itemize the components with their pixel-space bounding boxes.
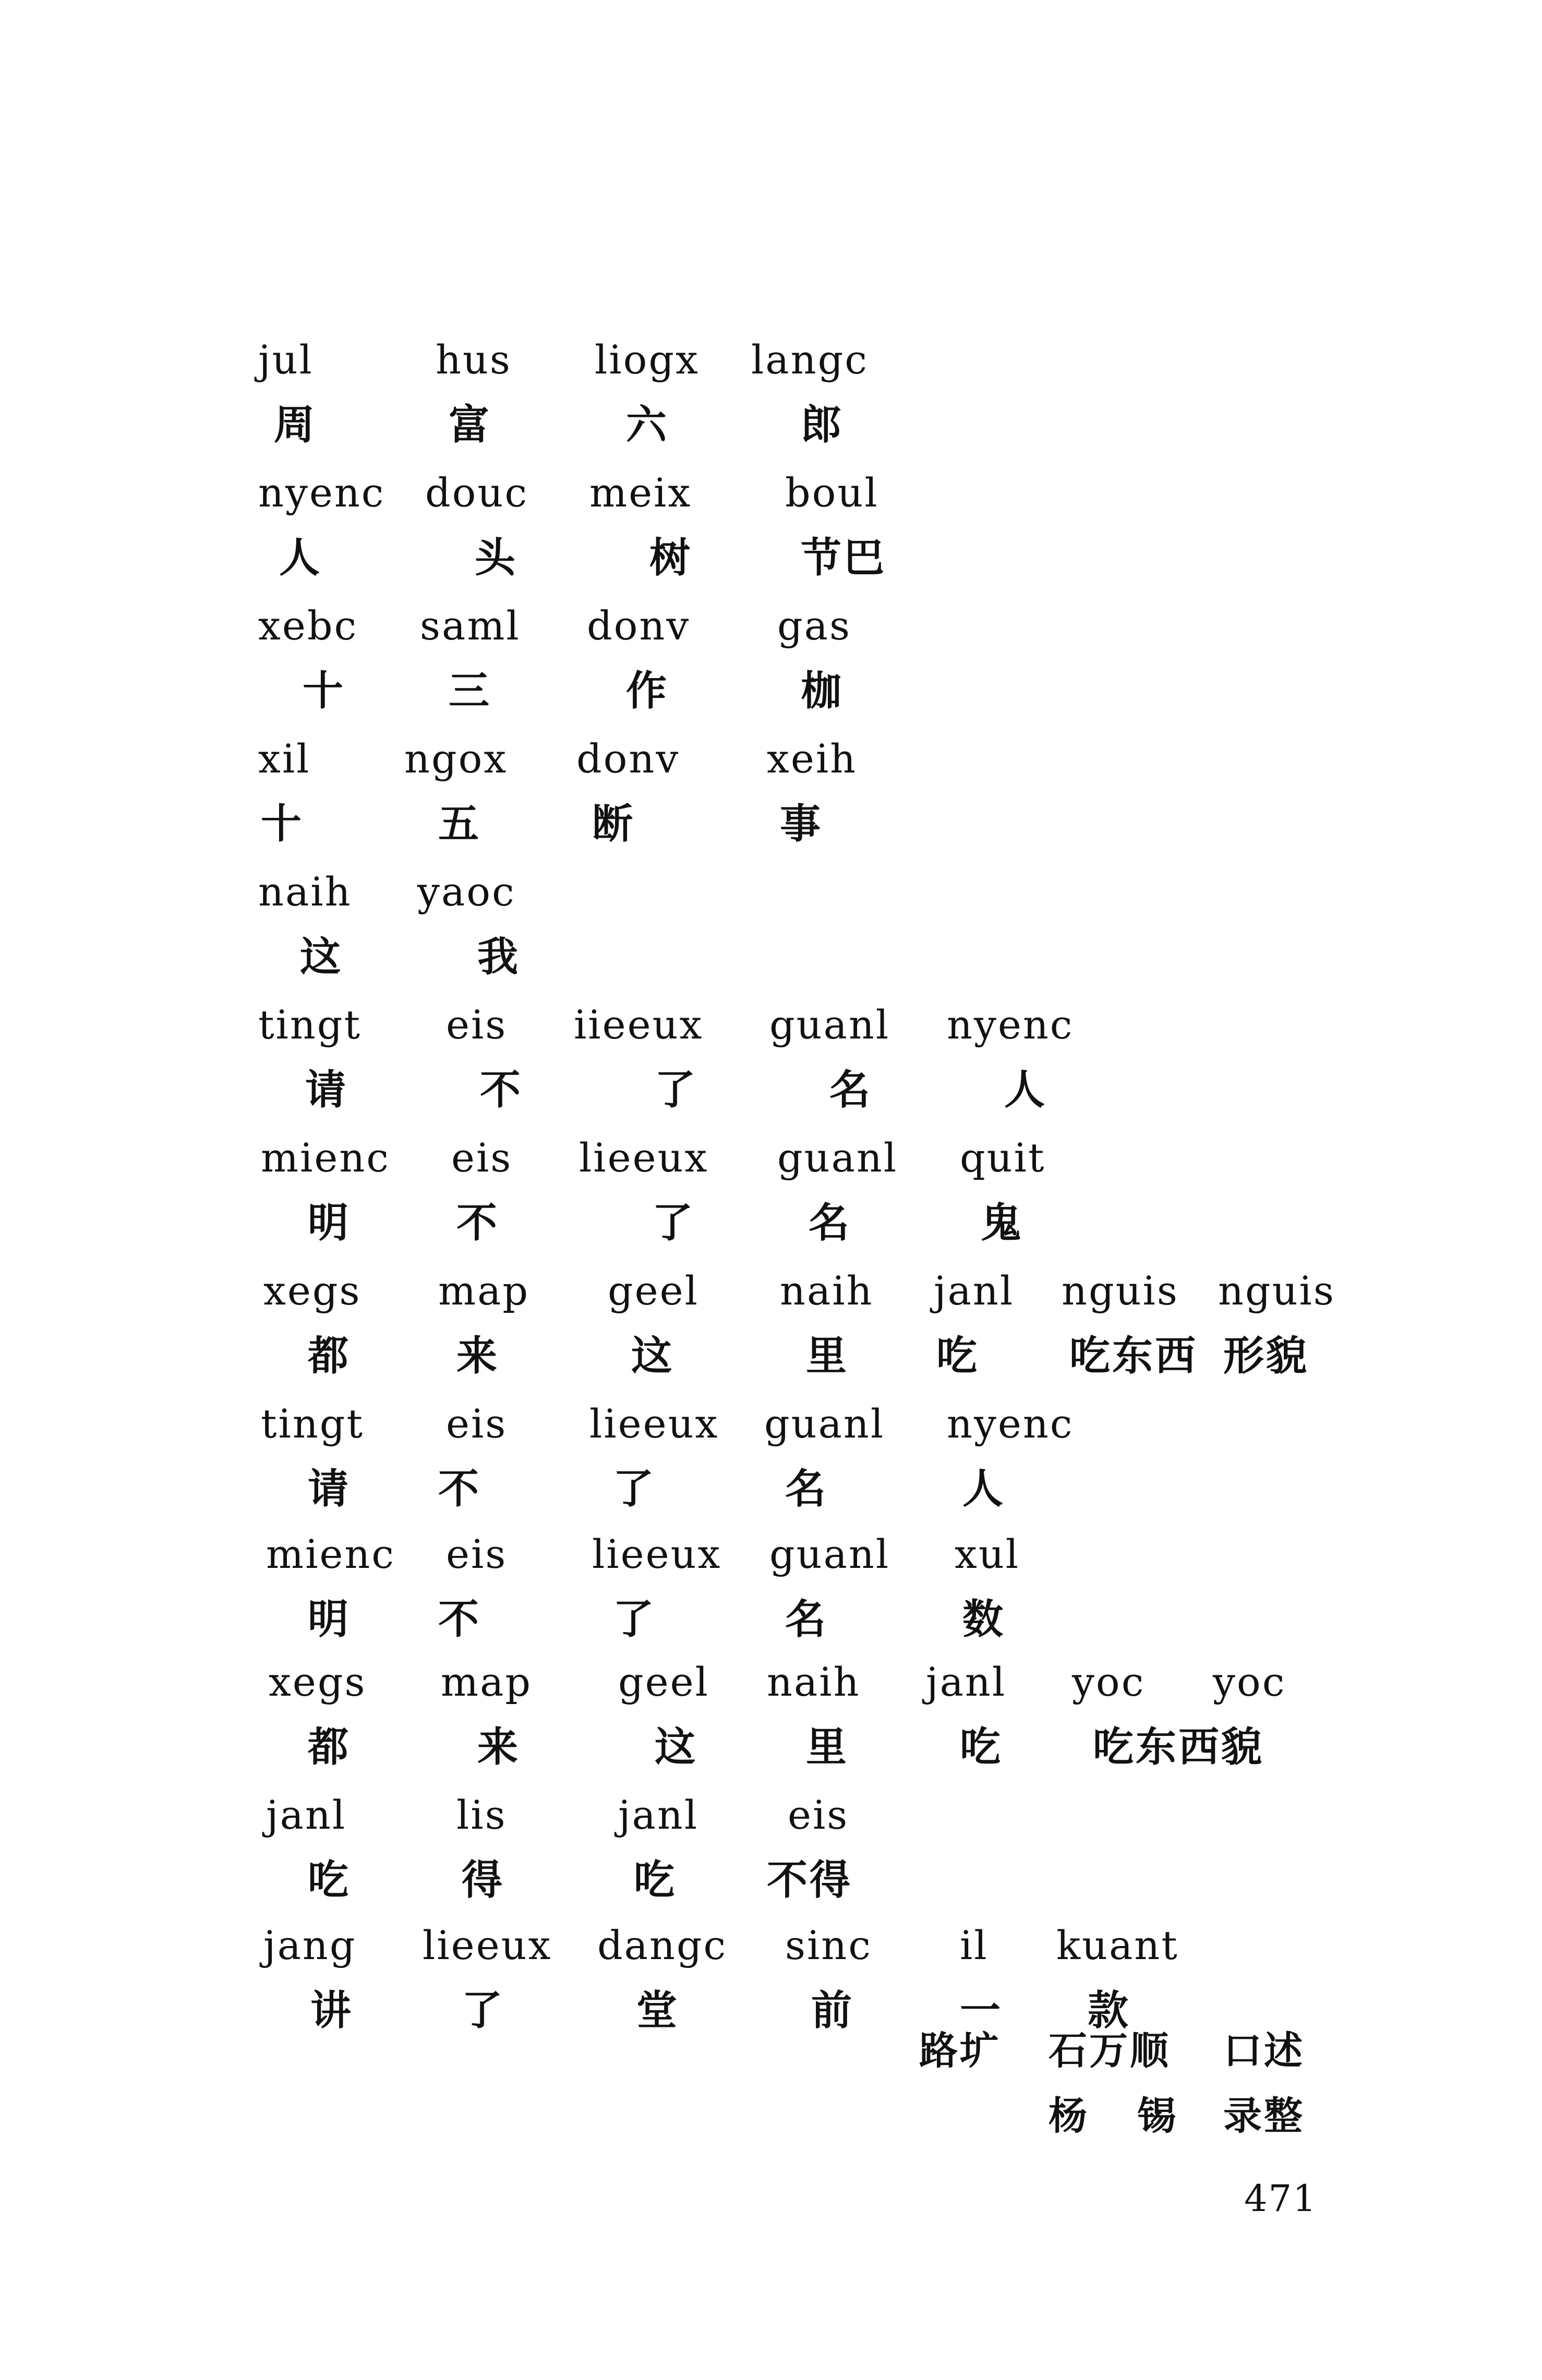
chinese-word: 树	[649, 535, 693, 582]
chinese-word: 来	[456, 1333, 500, 1380]
chinese-word: 头	[475, 535, 518, 582]
romanized-line	[0, 600, 1542, 668]
chinese-gloss-line	[0, 1064, 1542, 1132]
romanized-word: map	[441, 1659, 533, 1705]
chinese-gloss-line	[0, 931, 1542, 999]
romanized-word: mienc	[266, 1531, 395, 1577]
chinese-word: 里	[806, 1724, 849, 1771]
credit-recorder-surname: 杨	[1049, 2094, 1089, 2139]
romanized-word: guanl	[769, 1531, 890, 1577]
romanized-word: douc	[425, 469, 528, 516]
romanized-word: tingt	[261, 1400, 364, 1447]
chinese-word: 不得	[767, 1857, 853, 1904]
credit-narrated-label: 口述	[1223, 2028, 1305, 2073]
page-number: 471	[1244, 2177, 1317, 2220]
romanized-word: lieeux	[589, 1400, 719, 1447]
romanized-word: eis	[446, 1531, 508, 1577]
chinese-word: 作	[626, 668, 669, 715]
romanized-word: lieeux	[423, 1922, 552, 1968]
romanized-word: liogx	[595, 336, 700, 383]
romanized-word: langc	[751, 336, 869, 383]
chinese-word: 明	[308, 1596, 351, 1643]
chinese-word: 鬼	[981, 1200, 1024, 1247]
romanized-word: kuant	[1056, 1922, 1179, 1968]
romanized-word: tingt	[258, 1001, 362, 1048]
chinese-gloss-line	[0, 532, 1542, 600]
chinese-word: 吃	[960, 1724, 1003, 1771]
romanized-line	[0, 1398, 1542, 1466]
chinese-word: 了	[613, 1596, 656, 1643]
romanized-line	[0, 1528, 1542, 1596]
romanized-word: geel	[608, 1267, 699, 1314]
chinese-gloss-line	[0, 399, 1542, 467]
chinese-word: 名	[809, 1200, 852, 1247]
romanized-word: sinc	[785, 1922, 872, 1968]
chinese-word: 不	[456, 1200, 500, 1247]
romanized-line	[0, 999, 1542, 1067]
chinese-word: 形貌	[1223, 1333, 1309, 1380]
chinese-word: 名	[785, 1596, 828, 1643]
chinese-word: 讲	[310, 1987, 354, 2034]
romanized-word: naih	[258, 868, 352, 915]
romanized-word: xegs	[269, 1659, 367, 1705]
romanized-word: nyenc	[258, 469, 386, 516]
romanized-word: eis	[788, 1792, 849, 1838]
romanized-word: nyenc	[947, 1001, 1074, 1048]
romanized-word: meix	[589, 469, 692, 516]
romanized-line	[0, 733, 1542, 801]
chinese-word: 十	[261, 801, 304, 848]
chinese-word: 不	[438, 1466, 481, 1513]
romanized-word: janl	[934, 1267, 1015, 1314]
romanized-word: naih	[767, 1659, 861, 1705]
chinese-word: 富	[449, 402, 492, 449]
romanized-word: map	[438, 1267, 530, 1314]
chinese-word: 吃东西	[1069, 1333, 1198, 1380]
chinese-word: 堂	[636, 1987, 680, 2034]
romanized-word: donv	[576, 735, 680, 782]
chinese-word: 人	[962, 1466, 1006, 1513]
chinese-word: 一	[960, 1987, 1003, 2034]
romanized-word: nguis	[1062, 1267, 1179, 1314]
chinese-word: 六	[626, 402, 669, 449]
chinese-word: 不	[480, 1067, 523, 1114]
romanized-line	[0, 1919, 1542, 1987]
chinese-word: 名	[829, 1067, 873, 1114]
romanized-word: xeih	[767, 735, 858, 782]
credit-recorded-label: 录整	[1223, 2094, 1305, 2139]
romanized-word: naih	[780, 1267, 874, 1314]
chinese-word: 三	[449, 668, 492, 715]
romanized-line	[0, 1265, 1542, 1333]
chinese-word: 人	[279, 535, 322, 582]
chinese-word: 事	[780, 801, 823, 848]
chinese-word: 人	[1004, 1067, 1047, 1114]
romanized-word: hus	[436, 336, 512, 383]
chinese-word: 吃	[936, 1333, 980, 1380]
romanized-word: eis	[451, 1134, 513, 1181]
chinese-word: 明	[308, 1200, 351, 1247]
chinese-word: 郎	[801, 402, 844, 449]
romanized-word: janl	[618, 1792, 699, 1838]
chinese-word: 五	[438, 801, 481, 848]
chinese-gloss-line	[0, 665, 1542, 733]
romanized-word: boul	[785, 469, 879, 516]
credit-recorder-given: 锡	[1137, 2094, 1178, 2139]
chinese-word: 都	[308, 1333, 351, 1380]
chinese-word: 得	[462, 1857, 505, 1904]
chinese-word: 来	[477, 1724, 521, 1771]
romanized-word: saml	[420, 602, 521, 649]
chinese-gloss-line	[0, 1330, 1542, 1398]
credit-place: 路圹	[919, 2028, 1001, 2073]
chinese-gloss-line	[0, 1985, 1542, 2052]
chinese-gloss-line	[0, 1593, 1542, 1661]
romanized-line	[0, 1132, 1542, 1200]
chinese-gloss-line	[0, 1197, 1542, 1265]
romanized-word: gas	[777, 602, 851, 649]
romanized-word: guanl	[777, 1134, 898, 1181]
chinese-word: 这	[300, 934, 343, 981]
romanized-line	[0, 1789, 1542, 1857]
romanized-word: xegs	[263, 1267, 362, 1314]
chinese-word: 里	[806, 1333, 849, 1380]
chinese-gloss-line	[0, 1854, 1542, 1922]
chinese-gloss-line	[0, 798, 1542, 866]
chinese-word: 这	[655, 1724, 698, 1771]
romanized-word: lieeux	[592, 1531, 722, 1577]
chinese-gloss-line	[0, 1463, 1542, 1531]
romanized-word: janl	[926, 1659, 1007, 1705]
romanized-word: guanl	[769, 1001, 890, 1048]
romanized-word: yoc	[1072, 1659, 1146, 1705]
romanized-word: iieeux	[574, 1001, 704, 1048]
romanized-line	[0, 467, 1542, 535]
chinese-word: 请	[305, 1067, 348, 1114]
chinese-word: 了	[613, 1466, 656, 1513]
romanized-word: quit	[960, 1134, 1046, 1181]
romanized-word: eis	[446, 1001, 508, 1048]
romanized-word: donv	[587, 602, 691, 649]
chinese-word: 节巴	[801, 535, 887, 582]
chinese-word: 吃	[634, 1857, 677, 1904]
credit-narrator: 石万顺	[1049, 2028, 1171, 2073]
chinese-word: 断	[592, 801, 635, 848]
chinese-word: 了	[655, 1067, 698, 1114]
romanized-line	[0, 866, 1542, 934]
chinese-word: 名	[785, 1466, 828, 1513]
chinese-word: 都	[308, 1724, 351, 1771]
romanized-word: eis	[446, 1400, 508, 1447]
romanized-word: ngox	[404, 735, 508, 782]
chinese-word: 吃东西貌	[1093, 1724, 1264, 1771]
romanized-word: guanl	[764, 1400, 885, 1447]
romanized-word: il	[960, 1922, 989, 1968]
romanized-word: dangc	[597, 1922, 728, 1968]
romanized-word: mienc	[261, 1134, 390, 1181]
chinese-word: 款	[1088, 1987, 1131, 2034]
chinese-word: 十	[303, 668, 346, 715]
chinese-word: 了	[462, 1987, 505, 2034]
romanized-word: yaoc	[417, 868, 516, 915]
chinese-word: 枷	[801, 668, 844, 715]
romanized-line	[0, 334, 1542, 402]
romanized-line	[0, 1656, 1542, 1724]
romanized-word: xil	[258, 735, 311, 782]
chinese-word: 前	[811, 1987, 854, 2034]
chinese-word: 周	[274, 402, 317, 449]
romanized-word: nyenc	[947, 1400, 1074, 1447]
romanized-word: xul	[955, 1531, 1020, 1577]
chinese-word: 我	[477, 934, 521, 981]
romanized-word: nguis	[1218, 1267, 1335, 1314]
chinese-gloss-line	[0, 1721, 1542, 1789]
chinese-word: 这	[631, 1333, 674, 1380]
romanized-word: lis	[456, 1792, 507, 1838]
chinese-word: 数	[962, 1596, 1006, 1643]
romanized-word: xebc	[258, 602, 358, 649]
chinese-word: 不	[438, 1596, 481, 1643]
romanized-word: yoc	[1213, 1659, 1286, 1705]
romanized-word: janl	[266, 1792, 347, 1838]
romanized-word: jang	[263, 1922, 357, 1968]
romanized-word: lieeux	[579, 1134, 709, 1181]
chinese-word: 请	[308, 1466, 351, 1513]
romanized-word: geel	[618, 1659, 709, 1705]
romanized-word: jul	[258, 336, 314, 383]
chinese-word: 吃	[308, 1857, 351, 1904]
chinese-word: 了	[652, 1200, 695, 1247]
